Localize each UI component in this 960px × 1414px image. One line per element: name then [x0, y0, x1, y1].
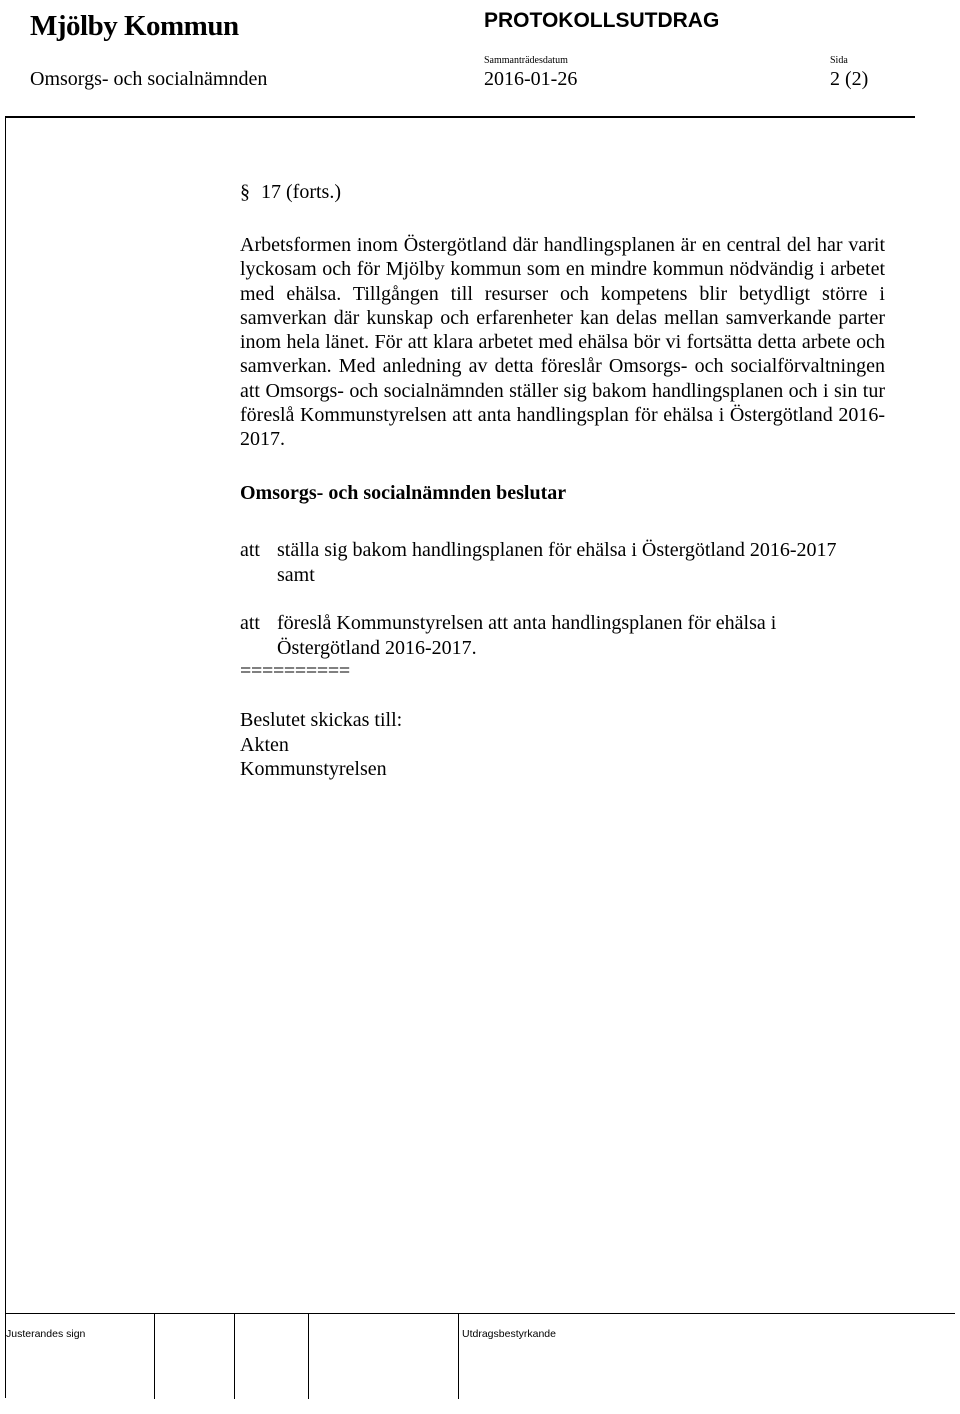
certification-label: Utdragsbestyrkande	[462, 1328, 556, 1340]
section-sign: §	[240, 181, 250, 203]
document-type: PROTOKOLLSUTDRAG	[484, 9, 720, 32]
section-reference	[240, 181, 341, 204]
decision-text: föreslå Kommunstyrelsen att anta handlingsplanen för ehälsa i Östergötland 2016-2017.	[277, 612, 777, 659]
signature-box	[308, 1313, 309, 1399]
page-label: Sida	[830, 55, 848, 66]
footer-divider	[5, 1313, 955, 1314]
decision-text: ställa sig bakom handlingsplanen för ehälsa i Östergötland 2016-2017 samt	[277, 539, 837, 586]
header-divider	[5, 116, 915, 118]
decision-heading: Omsorgs- och socialnämnden beslutar	[240, 482, 567, 504]
decision-keyword: att	[240, 612, 260, 634]
section-number: 17 (forts.)	[261, 181, 341, 203]
signature-box	[154, 1313, 155, 1399]
page-number: 2 (2)	[830, 68, 869, 90]
recipient: Akten	[240, 733, 289, 756]
decision-item	[240, 611, 877, 661]
certification-box	[458, 1313, 459, 1399]
decision-keyword: att	[240, 539, 260, 561]
signature-label: Justerandes sign	[6, 1328, 86, 1340]
signature-box	[234, 1313, 235, 1399]
meeting-date-label: Sammanträdesdatum	[484, 55, 568, 66]
recipient: Kommunstyrelsen	[240, 758, 387, 780]
decision-item	[240, 538, 877, 588]
meeting-date: 2016-01-26	[484, 68, 578, 90]
distribution-list	[240, 708, 402, 782]
distribution-label: Beslutet skickas till:	[240, 709, 403, 731]
body-paragraph: Arbetsformen inom Östergötland där handlingsplanen är en central del har varit lyckosam och för Mjölby kommun som en mindre kommun nödvändig i arbetet med ehälsa. Tillgången till resurser och kompetens blir betydligt större i samverkan där kunskap och erfarenheter kan delas mellan samverkande parter inom hela länet. För att klara arbetet med ehälsa bör vi fortsätta detta arbete och samverkan. Med anledning av detta föreslår Omsorgs- och socialförvaltningen att Omsorgs- och socialnämnden ställer sig bakom handlingsplanen och i sin tur föreslå Kommunstyrelsen att anta handlingsplan för ehälsa i Östergötland 2016-2017.	[240, 234, 885, 451]
separator-line: ==========	[240, 660, 350, 682]
board-name: Omsorgs- och socialnämnden	[30, 68, 268, 90]
municipality-name: Mjölby Kommun	[30, 10, 239, 42]
left-margin-line	[5, 116, 6, 1398]
